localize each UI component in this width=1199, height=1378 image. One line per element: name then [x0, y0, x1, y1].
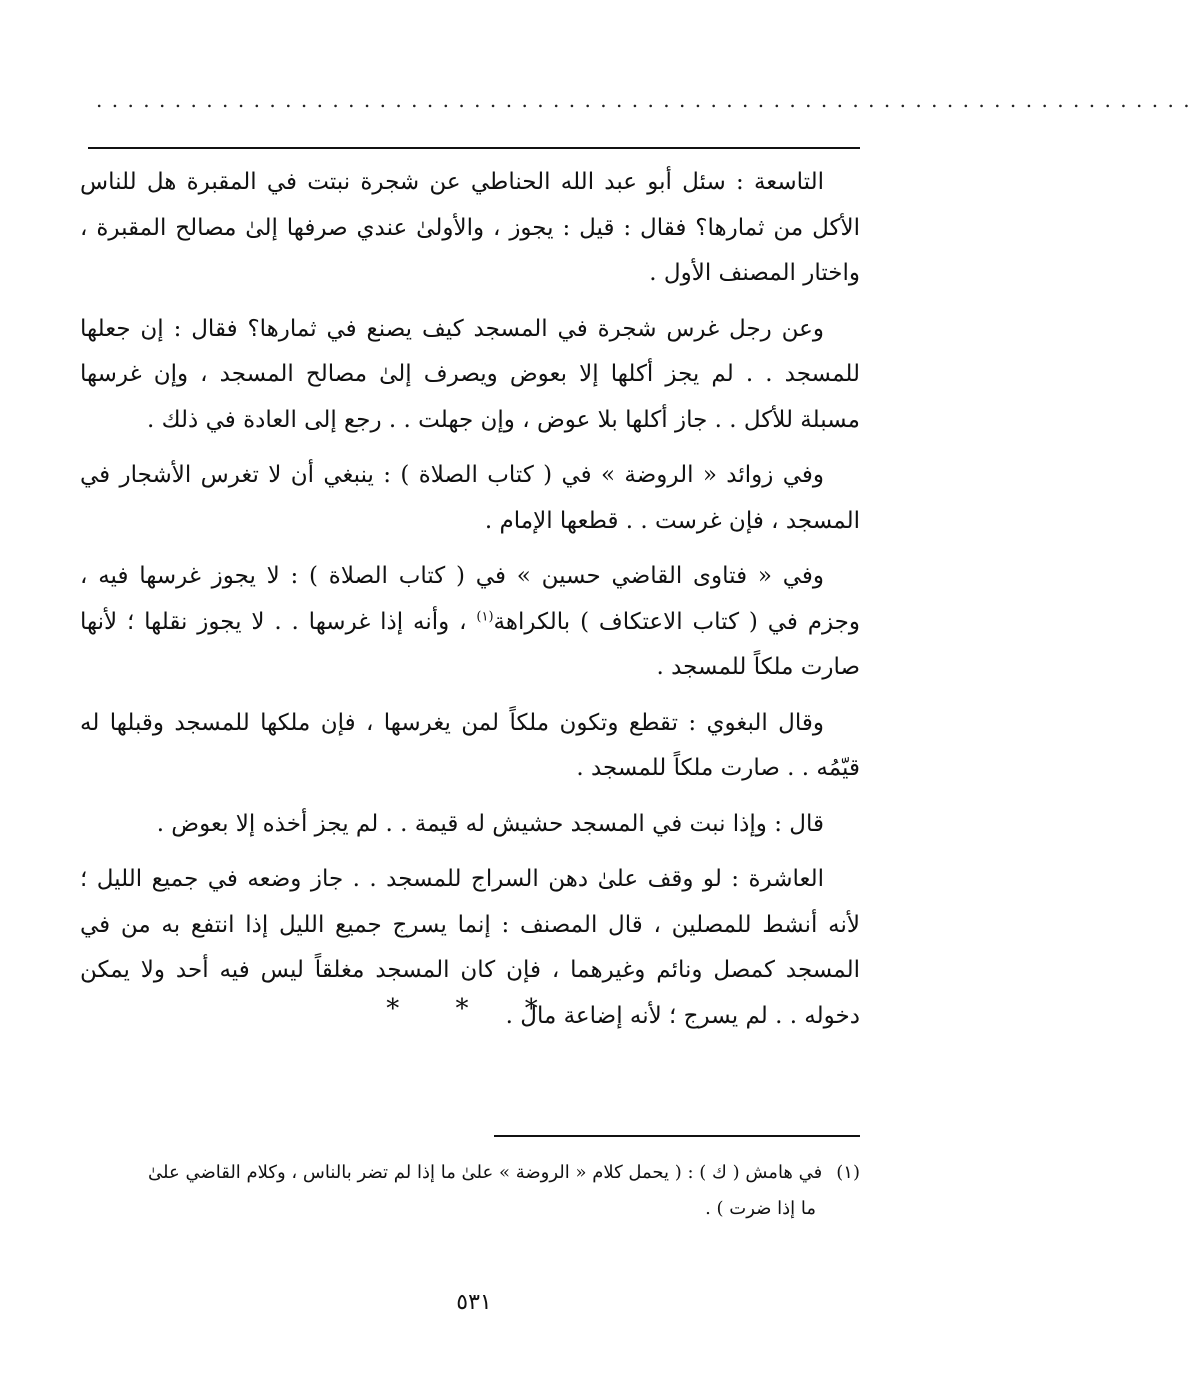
footnote-text-line1: في هامش ( ك ) : ( يحمل كلام « الروضة » علىٰ ما إذا لم تضر بالناس ، وكلام القاضي علىٰ: [148, 1162, 823, 1183]
footnote-reference[interactable]: (١): [476, 608, 494, 624]
paragraph-rawda: وفي زوائد « الروضة » في ( كتاب الصلاة ) : ينبغي أن لا تغرس الأشجار في المسجد ، فإن غرست . . قطعها الإمام .: [80, 462, 860, 534]
paragraph-tenth: العاشرة : لو وقف علىٰ دهن السراج للمسجد . . جاز وضعه في جميع الليل ؛ لأنه أنشط للمصلين ، قال المصنف : إنما يسرج جميع الليل إذا انتفع به من في المسجد كمصل ونائم وغيرهما ، فإن كان المسجد مغلقاً ليس فيه أحد ولا يمكن دخوله . . لم يسرج ؛ لأنه إضاعة مال .: [80, 866, 860, 1029]
paragraph-grass: قال : وإذا نبت في المسجد حشيش له قيمة . . لم يجز أخذه إلا بعوض .: [156, 810, 824, 837]
footnote-number: (١): [836, 1162, 860, 1183]
page-number: ٥٣١: [456, 1290, 492, 1315]
section-separator: * * *: [386, 994, 562, 1024]
header-rule: [88, 147, 860, 149]
paragraph-qadi-husayn-text: وفي « فتاوى القاضي حسين » في ( كتاب الصلاة ) : لا يجوز غرسها فيه ، وجزم في ( كتاب الاعتكاف ) بالكراهة: [80, 563, 860, 635]
header-dotted-line: ......................................................................: [96, 88, 1199, 112]
paragraph-qadi-husayn-continuation: ، وأنه إذا غرسها . . لا يجوز نقلها ؛ لأنها صارت ملكاً للمسجد .: [80, 608, 860, 680]
paragraph-ninth: التاسعة : سئل أبو عبد الله الحناطي عن شجرة نبتت في المقبرة هل للناس الأكل من ثمارها؟ فقال : قيل : يجوز ، والأولىٰ عندي صرفها إلىٰ مصالح المقبرة ، واختار المصنف الأول .: [80, 169, 860, 286]
footnote: [80, 1155, 860, 1227]
footnote-rule: [494, 1135, 860, 1137]
main-text: [80, 160, 860, 1049]
footnote-text-line2: ما إذا ضرت ) .: [705, 1198, 816, 1219]
paragraph-tree-in-mosque: وعن رجل غرس شجرة في المسجد كيف يصنع في ثمارها؟ فقال : إن جعلها للمسجد . . لم يجز أكلها إلا بعوض ويصرف إلىٰ مصالح المسجد ، وإن غرسها مسبلة للأكل . . جاز أكلها بلا عوض ، وإن جهلت . . رجع إلى العادة في ذلك .: [80, 315, 860, 433]
paragraph-qadi-husayn: [80, 554, 860, 691]
paragraph-baghawi: وقال البغوي : تقطع وتكون ملكاً لمن يغرسها ، فإن ملكها للمسجد وقبلها له قيّمُه . . صارت ملكاً للمسجد .: [80, 709, 860, 781]
